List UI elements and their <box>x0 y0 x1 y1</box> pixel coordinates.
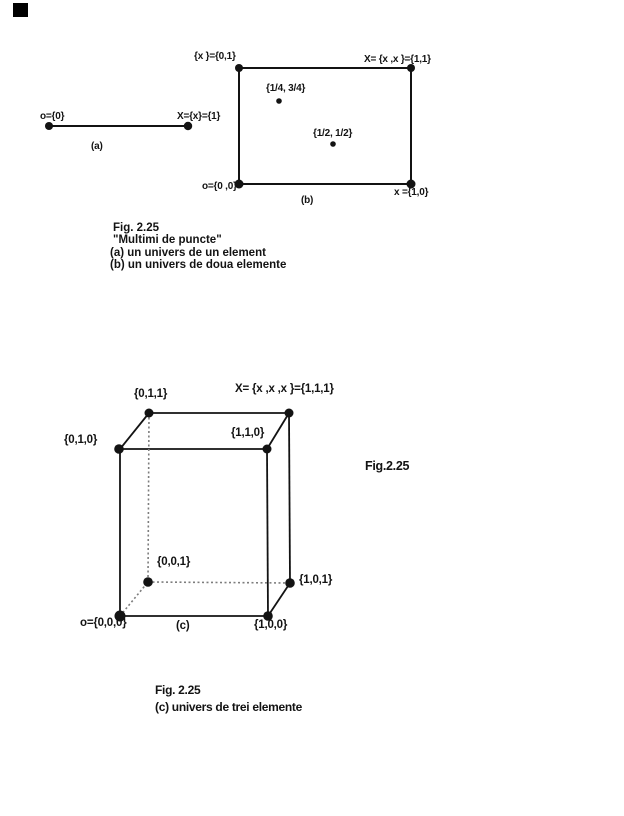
caption-ab-fig-number: Fig. 2.25 <box>113 222 160 234</box>
cube-vertex-111-dot <box>285 409 294 418</box>
caption-ab-item-a: (a) un univers de un element <box>110 246 266 259</box>
cube-edge-top-right-depth <box>267 413 289 449</box>
cube-tag-label: (c) <box>176 620 190 632</box>
cube-edge-top-left-depth <box>120 413 149 449</box>
cube-vertex-101-dot <box>285 578 295 588</box>
cube-vertex-110-dot <box>263 445 272 454</box>
caption-ab <box>110 222 286 272</box>
caption-c <box>155 682 302 715</box>
cube-edge-bottom-right-depth <box>268 583 290 616</box>
caption-ab-item-b: (b) un univers de doua elemente <box>110 259 287 272</box>
cube-edge-front-right <box>267 449 268 616</box>
caption-c-item-c: (c) univers de trei elemente <box>155 699 302 714</box>
square-top-right-label: X= {x ,x }={1,1} <box>364 54 431 65</box>
cube-vertex-001-dot <box>143 577 153 587</box>
caption-c-fig-number: Fig. 2.25 <box>155 683 201 697</box>
square-b-diagram <box>235 64 416 189</box>
cube-vertex-010-label: {0,1,0} <box>64 434 98 446</box>
square-b-outline <box>239 68 411 184</box>
segment-a-end-dot <box>184 122 192 130</box>
cube-vertex-011-label: {0,1,1} <box>134 388 168 400</box>
segment-tag-label: (a) <box>91 141 103 152</box>
segment-end-label: X={x}={1} <box>177 111 221 122</box>
segment-origin-label: o={0} <box>40 111 65 122</box>
cube-edge-back-right <box>289 413 290 583</box>
square-point-half-label: {1/2, 1/2} <box>313 128 353 139</box>
segment-a-origin-dot <box>45 122 53 130</box>
cube-edge-bottom-left-depth-hidden <box>120 582 148 616</box>
square-top-left-label: {x }={0,1} <box>194 51 236 62</box>
square-b-point-quarter-dot <box>276 98 282 104</box>
square-point-quarter-label: {1/4, 3/4} <box>266 83 306 94</box>
cube-vertex-100-label: {1,0,0} <box>254 619 288 631</box>
square-b-point-half-dot <box>330 141 336 147</box>
cube-vertex-110-label: {1,1,0} <box>231 427 265 439</box>
segment-a-diagram <box>45 122 192 130</box>
cube-vertex-011-dot <box>145 409 154 418</box>
square-bottom-left-label: o={0 ,0} <box>202 181 237 192</box>
square-b-corner-01-dot <box>235 64 243 72</box>
cube-vertex-101-label: {1,0,1} <box>299 574 333 586</box>
square-bottom-right-label: x ={1,0} <box>394 187 429 198</box>
cube-vertex-010-dot <box>114 444 124 454</box>
cube-vertex-000-label: o={0,0,0} <box>80 617 127 629</box>
caption-ab-title: "Multimi de puncte" <box>113 234 222 247</box>
cube-edge-back-left-hidden <box>148 413 149 582</box>
cube-fig-side-label: Fig.2.25 <box>365 459 410 473</box>
cube-vertex-001-label: {0,0,1} <box>157 556 191 568</box>
cube-vertex-111-label: X= {x ,x ,x }={1,1,1} <box>235 383 334 395</box>
square-b-corner-11-dot <box>407 64 415 72</box>
cube-c-diagram <box>114 409 295 622</box>
square-tag-label: (b) <box>301 195 314 206</box>
